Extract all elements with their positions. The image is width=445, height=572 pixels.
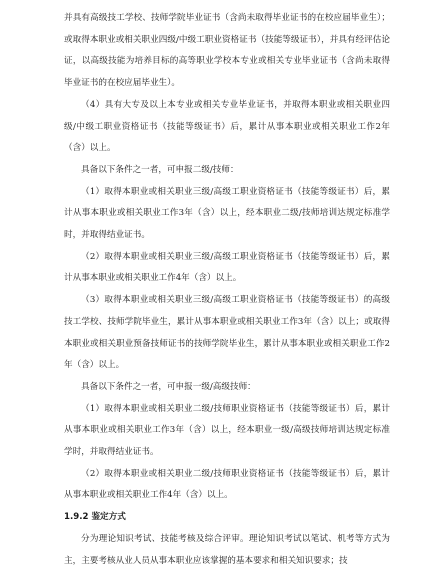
paragraph-6: （3）取得本职业或相关职业三级/高级工职业资格证书（技能等级证书）的高级技工学校、技师学院毕业生，累计从事本职业或相关职业工作3年（含）以上；或取得本职业或相关职业预备技师证书的技师学院毕业生，累计从事本职业或相关职业工作2年（含）以上。 [64,295,390,371]
paragraph-7: 具备以下条件之一者，可申报一级/高级技师： [81,381,256,392]
section-heading: 1.9.2 鉴定方式 [64,512,126,523]
paragraph-1: 并具有高级技工学校、技师学院毕业证书（含尚未取得毕业证书的在校应届毕业生）；或取得本职业或相关职业四级/中级工职业资格证书（技能等级证书），并具有经评估论证，以高级技能为培养目标的高等职业学校本专业或相关专业毕业证书（含尚未取得毕业证书的在校应届毕业生）。 [64,13,390,89]
paragraph-4: （1）取得本职业或相关职业三级/高级工职业资格证书（技能等级证书）后，累计从事本职业或相关职业工作3年（含）以上，经本职业二级/技师培训达规定标准学时，并取得结业证书。 [64,186,390,241]
paragraph-3: 具备以下条件之一者，可申报二级/技师： [81,164,239,175]
paragraph-8: （1）取得本职业或相关职业二级/技师职业资格证书（技能等级证书）后，累计从事本职业或相关职业工作3年（含）以上，经本职业一级/高级技师培训达规定标准学时，并取得结业证书。 [64,403,390,458]
paragraph-2: （4）具有大专及以上本专业或相关专业毕业证书，并取得本职业或相关职业四级/中级工职业资格证书（技能等级证书）后，累计从事本职业或相关职业工作2年（含）以上。 [64,99,390,154]
paragraph-9: （2）取得本职业或相关职业二级/技师职业资格证书（技能等级证书）后，累计从事本职业或相关职业工作4年（含）以上。 [64,468,390,501]
last-paragraph: 分为理论知识考试、技能考核及综合评审。理论知识考试以笔试、机考等方式为主，主要考核从业人员从事本职业应该掌握的基本要求和相关知识要求；技 [64,533,390,566]
paragraph-5: （2）取得本职业或相关职业三级/高级工职业资格证书（技能等级证书）后，累计从事本职业或相关职业工作4年（含）以上。 [64,251,390,284]
document-page [64,8,390,572]
